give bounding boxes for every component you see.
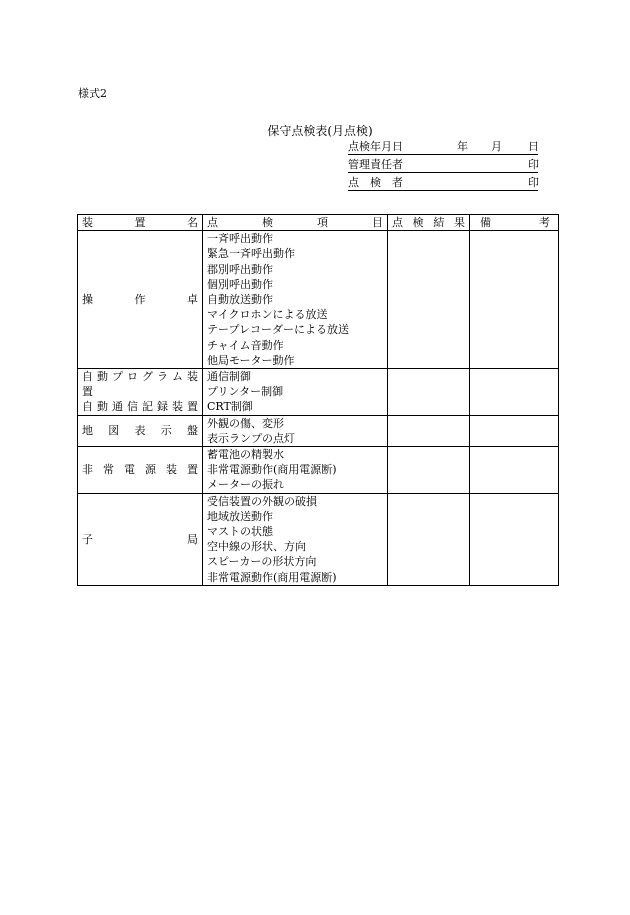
inspection-items-cell	[203, 415, 388, 446]
inspection-item: プリンター制御	[207, 385, 284, 399]
header-notes	[470, 215, 559, 231]
notes-cell[interactable]	[470, 231, 559, 369]
device-name-line: 非 常 電 源 装 置	[82, 463, 198, 477]
table-row	[78, 493, 559, 585]
inspection-items-cell	[203, 369, 388, 416]
header-label: 点 検 項 目	[207, 216, 383, 229]
inspection-item: 受信装置の外観の破損	[207, 494, 317, 508]
header-result	[388, 215, 470, 231]
inspection-item: 地域放送動作	[207, 509, 273, 523]
inspection-items-cell	[203, 231, 388, 369]
table-header-row	[78, 215, 559, 231]
page-title	[0, 122, 630, 139]
inspection-item: 一斉呼出動作	[207, 232, 273, 246]
device-name-line: 操 作 卓	[82, 293, 198, 307]
device-name-line: 地 図 表 示 盤	[82, 424, 198, 438]
signature-block	[348, 140, 538, 194]
result-cell[interactable]	[388, 493, 470, 585]
result-cell[interactable]	[388, 415, 470, 446]
inspection-item: スピーカーの形状方向	[207, 555, 317, 569]
manager-seal: 印	[528, 158, 539, 171]
inspection-items-cell	[203, 447, 388, 494]
header-items	[203, 215, 388, 231]
inspection-table	[77, 214, 559, 586]
inspection-item: 郡別呼出動作	[207, 262, 273, 276]
table-row	[78, 447, 559, 494]
result-cell[interactable]	[388, 369, 470, 416]
result-cell[interactable]	[388, 447, 470, 494]
inspection-item: マストの状態	[207, 525, 273, 539]
device-name-line: 自 動 プ ロ グ ラ ム 装	[82, 370, 198, 384]
device-name-cell	[78, 369, 203, 416]
header-device	[78, 215, 203, 231]
inspection-item: CRT制御	[207, 400, 253, 414]
inspection-item: 通信制御	[207, 370, 251, 384]
year-label: 年	[457, 140, 468, 153]
inspection-date-line	[348, 140, 538, 155]
month-label: 月	[491, 140, 502, 153]
title-text: 保守点検表(月点検)	[267, 124, 373, 138]
inspection-item: 非常電源動作(商用電源断)	[207, 570, 337, 584]
inspection-item: 非常電源動作(商用電源断)	[207, 463, 337, 477]
device-name-line: 自 動 通 信 記 録 装 置	[82, 400, 198, 414]
device-name-line: 置	[82, 385, 93, 399]
inspection-item: テープレコーダーによる放送	[207, 323, 350, 337]
notes-cell[interactable]	[470, 369, 559, 416]
header-label: 備 考	[480, 216, 550, 229]
inspector-seal: 印	[528, 176, 539, 189]
device-name-line: 子 局	[82, 532, 198, 546]
inspection-item: メーターの振れ	[207, 478, 284, 492]
inspection-item: 自動放送動作	[207, 293, 273, 307]
inspection-item: 表示ランプの点灯	[207, 431, 295, 445]
device-name-cell	[78, 415, 203, 446]
inspection-items-cell	[203, 493, 388, 585]
form-number-label: 様式2	[78, 87, 107, 100]
inspection-item: 個別呼出動作	[207, 277, 273, 291]
notes-cell[interactable]	[470, 447, 559, 494]
inspector-line	[348, 176, 538, 191]
manager-line	[348, 158, 538, 173]
result-cell[interactable]	[388, 231, 470, 369]
day-label: 日	[528, 140, 539, 153]
inspection-date-label: 点検年月日	[348, 140, 403, 153]
inspection-item: 空中線の形状、方向	[207, 540, 306, 554]
table-row	[78, 369, 559, 416]
table-row	[78, 231, 559, 369]
table-row	[78, 415, 559, 446]
notes-cell[interactable]	[470, 493, 559, 585]
device-name-cell	[78, 493, 203, 585]
header-label: 点 検 結 果	[392, 216, 465, 229]
inspection-item: 他局モーター動作	[207, 353, 295, 367]
inspection-item: チャイム音動作	[207, 338, 284, 352]
device-name-cell	[78, 231, 203, 369]
device-name-cell	[78, 447, 203, 494]
manager-label: 管理責任者	[348, 158, 403, 171]
inspection-item: 蓄電池の精製水	[207, 448, 284, 462]
inspection-item: 外観の傷、変形	[207, 416, 284, 430]
inspector-label: 点 検 者	[348, 176, 403, 189]
header-label: 装 置 名	[82, 216, 198, 229]
inspection-item: マイクロホンによる放送	[207, 308, 328, 322]
notes-cell[interactable]	[470, 415, 559, 446]
inspection-item: 緊急一斉呼出動作	[207, 247, 295, 261]
